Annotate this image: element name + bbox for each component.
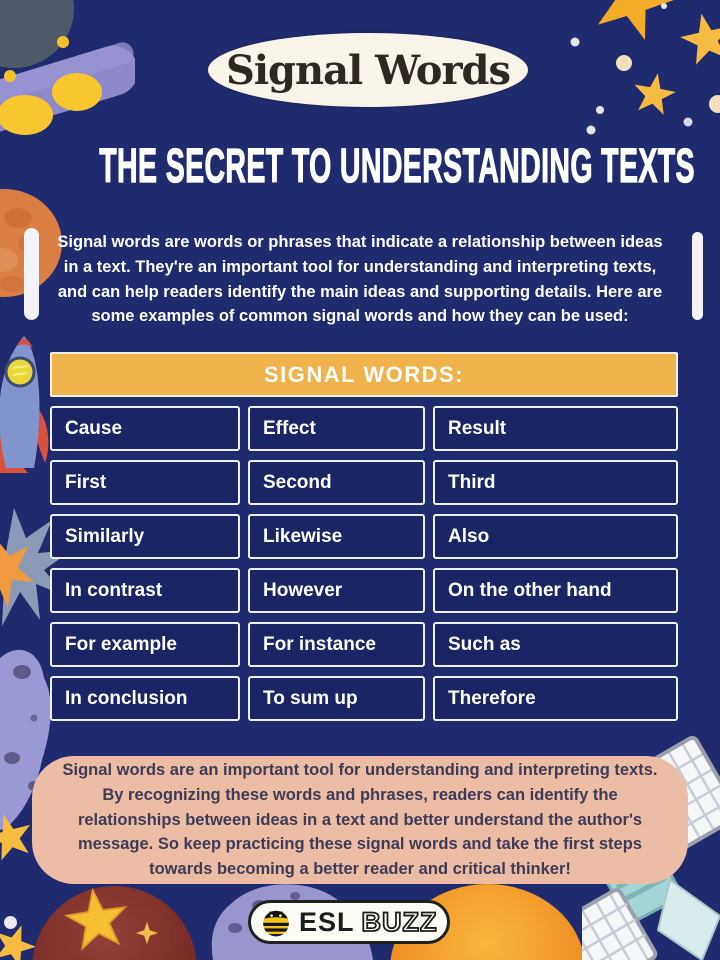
table-cell: To sum up [248,676,425,721]
table-cell: First [50,460,240,505]
ufo-icon [0,0,135,140]
table-cell: Second [248,460,425,505]
signal-words-table [50,352,678,721]
table-cell: Cause [50,406,240,451]
title-badge [208,33,528,107]
table-cell: In conclusion [50,676,240,721]
table-cell: Effect [248,406,425,451]
summary-text: Signal words are an important tool for understanding and interpreting texts. By recognizing these words and phrases, readers can identify the relationships between ideas in a text and better understand the author's message. So keep practicing these signal words and take the first steps towards becoming a better reader and critical thinker! [62,761,658,879]
poster-title: Signal Words [225,46,511,94]
intro-paragraph: Signal words are words or phrases that indicate a relationship between ideas in a text. They're an important tool for understanding and interpreting texts, and can help readers identify the main ideas and supporting details. Here are some examples of common signal words and how they can be used: [57,233,663,326]
table-cell: Result [433,406,678,451]
star-icon [64,888,130,954]
table-grid [50,406,678,721]
table-header: SIGNAL WORDS: [50,352,678,397]
sparkle-icon [134,920,160,946]
star-icon [0,812,36,864]
quote-bar-left [24,228,39,320]
table-cell: However [248,568,425,613]
logo-esl: ESL [299,906,355,937]
quote-bar-right [692,232,703,320]
table-cell: For example [50,622,240,667]
table-cell: Such as [433,622,678,667]
eslbuzz-logo [248,900,450,944]
table-cell: Third [433,460,678,505]
subtitle-heading: THE SECRET TO UNDERSTANDING TEXTS [99,139,695,194]
star-dot [4,916,17,929]
bee-icon [260,906,292,938]
table-cell: In contrast [50,568,240,613]
logo-buzz: BUZZ [361,906,438,937]
summary-box [32,756,688,884]
table-cell: On the other hand [433,568,678,613]
table-cell: Similarly [50,514,240,559]
table-cell: For instance [248,622,425,667]
table-cell: Likewise [248,514,425,559]
table-cell: Therefore [433,676,678,721]
table-cell: Also [433,514,678,559]
